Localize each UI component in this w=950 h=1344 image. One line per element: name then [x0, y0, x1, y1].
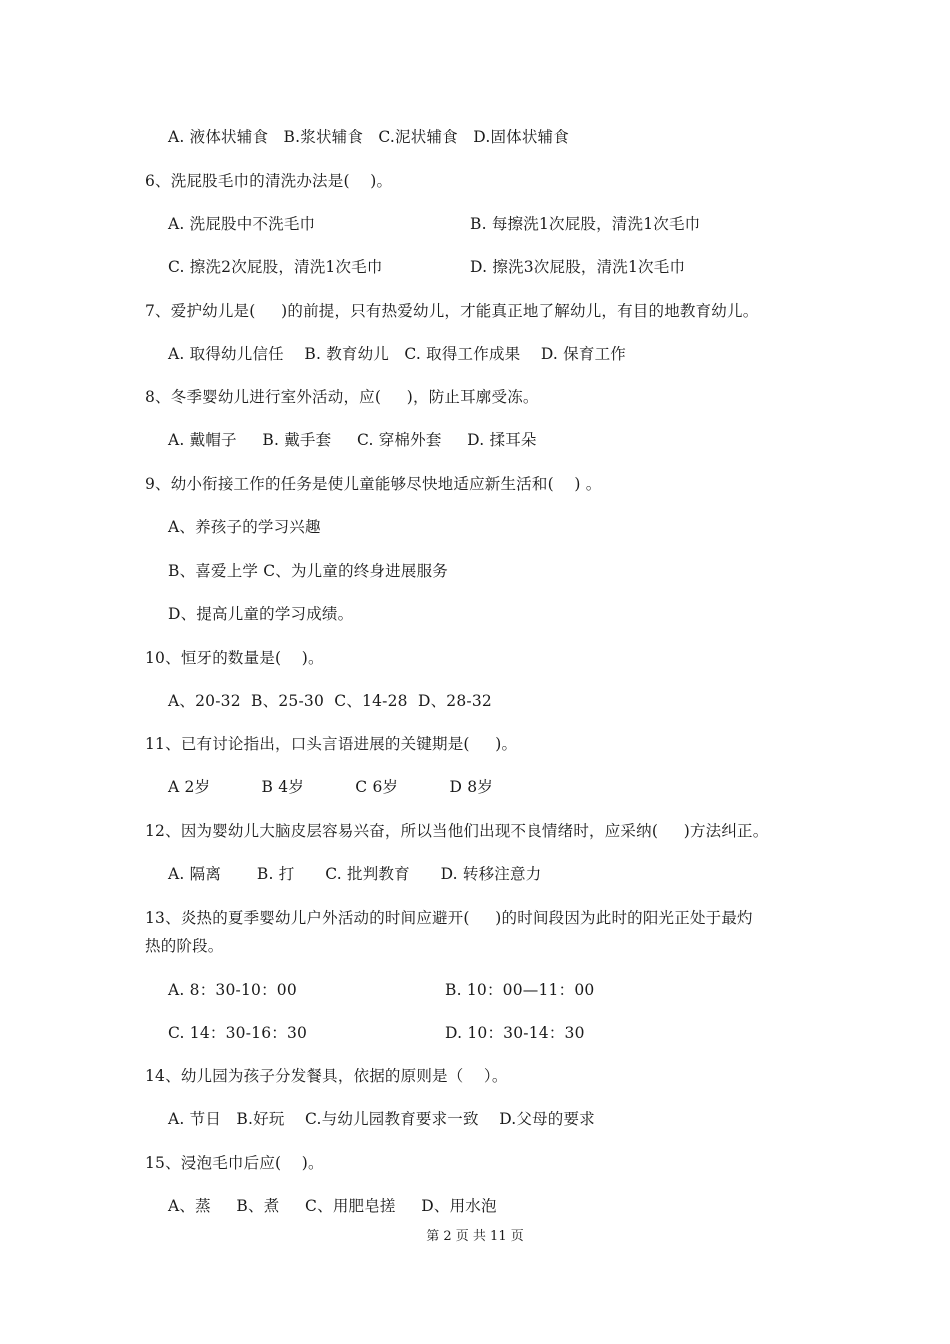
question-9: 9、幼小衔接工作的任务是使儿童能够尽快地适应新生活和( ) 。: [145, 475, 602, 493]
q13-option-a: A. 8：30-10：00: [168, 981, 297, 999]
q5-options: A. 液体状辅食 B.浆状辅食 C.泥状辅食 D.固体状辅食: [168, 128, 569, 146]
question-13-continued: 热的阶段。: [145, 937, 224, 955]
q9-option-a: A、养孩子的学习兴趣: [168, 518, 321, 536]
question-8: 8、冬季婴幼儿进行室外活动，应( )，防止耳廓受冻。: [145, 388, 539, 406]
q15-options: A、蒸 B、煮 C、用肥皂搓 D、用水泡: [168, 1197, 497, 1215]
q6-option-b: B. 每擦洗1次屁股，清洗1次毛巾: [470, 215, 701, 233]
q14-options: A. 节日 B.好玩 C.与幼儿园教育要求一致 D.父母的要求: [168, 1110, 595, 1128]
q10-options: A、20-32 B、25-30 C、14-28 D、28-32: [168, 692, 492, 710]
q12-options: A. 隔离 B. 打 C. 批判教育 D. 转移注意力: [168, 865, 542, 883]
question-10: 10、恒牙的数量是( )。: [145, 649, 324, 667]
question-14: 14、幼儿园为孩子分发餐具，依据的原则是（ ）。: [145, 1067, 508, 1085]
question-11: 11、已有讨论指出，口头言语进展的关键期是( )。: [145, 735, 518, 753]
q6-option-a: A. 洗屁股中不洗毛巾: [168, 215, 316, 233]
q13-option-d: D. 10：30-14：30: [445, 1024, 585, 1042]
q9-option-d: D、提高儿童的学习成绩。: [168, 605, 354, 623]
question-7: 7、爱护幼儿是( )的前提，只有热爱幼儿，才能真正地了解幼儿，有目的地教育幼儿。: [145, 302, 759, 320]
question-13: 13、炎热的夏季婴幼儿户外活动的时间应避开( )的时间段因为此时的阳光正处于最灼: [145, 909, 753, 927]
q8-options: A. 戴帽子 B. 戴手套 C. 穿棉外套 D. 揉耳朵: [168, 431, 537, 449]
q6-option-d: D. 擦洗3次屁股，清洗1次毛巾: [470, 258, 686, 276]
question-12: 12、因为婴幼儿大脑皮层容易兴奋，所以当他们出现不良情绪时，应采纳( )方法纠正。: [145, 822, 769, 840]
page-footer: 第 2 页 共 11 页: [426, 1229, 524, 1244]
q6-option-c: C. 擦洗2次屁股，清洗1次毛巾: [168, 258, 383, 276]
q7-options: A. 取得幼儿信任 B. 教育幼儿 C. 取得工作成果 D. 保育工作: [168, 345, 626, 363]
q13-option-b: B. 10：00—11：00: [445, 981, 595, 999]
question-6: 6、洗屁股毛巾的清洗办法是( )。: [145, 172, 393, 190]
q9-option-bc: B、喜爱上学 C、为儿童的终身进展服务: [168, 562, 448, 580]
q11-options: A 2岁 B 4岁 C 6岁 D 8岁: [168, 778, 494, 796]
question-15: 15、浸泡毛巾后应( )。: [145, 1154, 324, 1172]
q13-option-c: C. 14：30-16：30: [168, 1024, 308, 1042]
